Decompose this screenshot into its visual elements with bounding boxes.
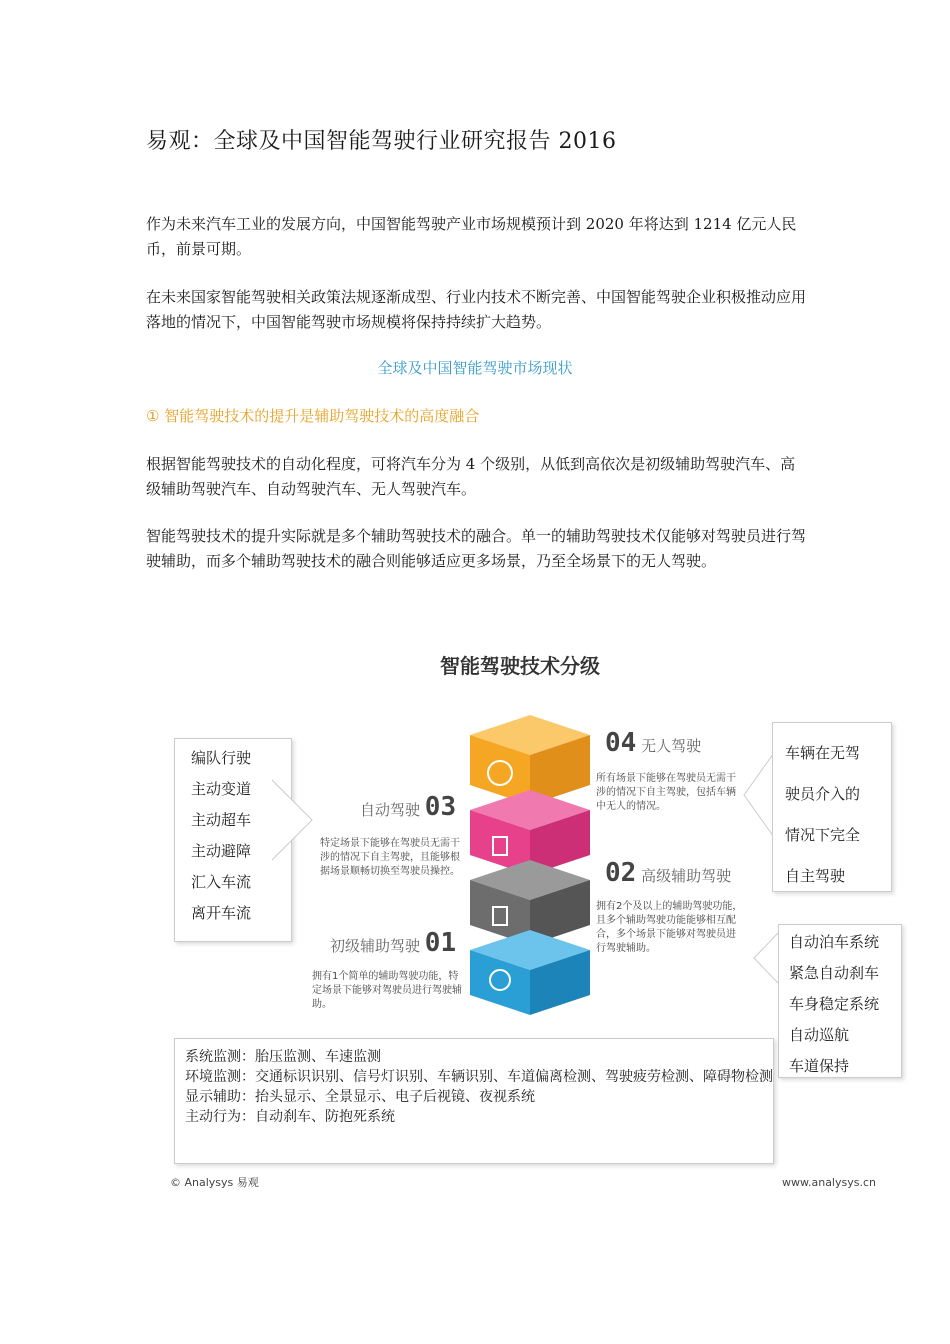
intro-paragraph: 作为未来汽车工业的发展方向，中国智能驾驶产业市场规模预计到 2020 年将达到 1214 亿元人民币，前景可期。: [146, 215, 797, 258]
function-line: 主动行为：自动刹车、防抱死系统: [185, 1109, 395, 1125]
function-line: 显示辅助：抬头显示、全景显示、电子后视镜、夜视系统: [185, 1089, 535, 1105]
autonomy-line: 情况下完全: [785, 826, 861, 844]
autonomy-line: 驶员介入的: [785, 785, 861, 803]
feature-item: 主动超车: [191, 811, 252, 829]
adas-item: 车身稳定系统: [789, 995, 880, 1013]
feature-item: 主动避障: [191, 842, 252, 860]
adas-item: 自动巡航: [789, 1026, 850, 1044]
subsection-title: ① 智能驾驶技术的提升是辅助驾驶技术的高度融合: [146, 407, 480, 425]
footer-url: www.analysys.cn: [782, 1176, 876, 1189]
adas-item: 车道保持: [789, 1057, 850, 1075]
document-title: 易观：全球及中国智能驾驶行业研究报告 2016: [146, 129, 617, 154]
feature-item: 主动变道: [191, 780, 252, 798]
level-04-heading: 04 无人驾驶: [605, 728, 702, 758]
feature-item: 离开车流: [191, 904, 252, 922]
adas-item: 自动泊车系统: [789, 933, 880, 951]
feature-item: 汇入车流: [191, 873, 252, 891]
level-01-description: 拥有1个简单的辅助驾驶功能，特定场景下能够对驾驶员进行驾驶辅助。: [312, 971, 462, 1010]
bottom-function-box: [174, 1038, 774, 1164]
feature-item: 编队行驶: [191, 749, 252, 767]
infographic-title: 智能驾驶技术分级: [440, 654, 600, 678]
function-line: 环境监测：交通标识识别、信号灯识别、车辆识别、车道偏离检测、驾驶疲劳检测、障碍物检测: [185, 1069, 773, 1085]
level-04-description: 所有场景下能够在驾驶员无需干涉的情况下自主驾驶，包括车辆中无人的情况。: [596, 773, 736, 812]
autonomy-line: 车辆在无驾: [785, 744, 861, 762]
adas-item: 紧急自动刹车: [789, 964, 880, 982]
left-box-pointer: [272, 770, 322, 870]
footer-source: © Analysys 易观: [170, 1176, 259, 1189]
level-cubes: [465, 715, 605, 1035]
fusion-paragraph: 智能驾驶技术的提升实际就是多个辅助驾驶技术的融合。单一的辅助驾驶技术仅能够对驾驶员进行驾驶辅助，而多个辅助驾驶技术的融合则能够适应更多场景，乃至全场景下的无人驾驶。: [146, 527, 807, 570]
level-03-heading: 自动驾驶 03: [360, 792, 457, 822]
level-02-description: 拥有2个及以上的辅助驾驶功能，且多个辅助驾驶功能能够相互配合，多个场景下能够对驾驶员进行驾驶辅助。: [596, 901, 743, 954]
right-top-box: [772, 722, 892, 892]
right-bottom-box: [778, 924, 902, 1078]
section-title: 全球及中国智能驾驶市场现状: [377, 359, 573, 377]
level-03-description: 特定场景下能够在驾驶员无需干涉的情况下自主驾驶，且能够根据场景顺畅切换至驾驶员操控。: [320, 838, 460, 877]
levels-paragraph: 根据智能驾驶技术的自动化程度，可将汽车分为 4 个级别，从低到高依次是初级辅助驾驶汽车、高级辅助驾驶汽车、自动驾驶汽车、无人驾驶汽车。: [146, 455, 796, 498]
right-bottom-pointer: [750, 928, 780, 988]
level-02-heading: 02 高级辅助驾驶: [605, 858, 732, 888]
policy-paragraph: 在未来国家智能驾驶相关政策法规逐渐成型、行业内技术不断完善、中国智能驾驶企业积极推动应用落地的情况下，中国智能驾驶市场规模将保持持续扩大趋势。: [146, 288, 807, 331]
level-01-heading: 初级辅助驾驶 01: [330, 928, 457, 958]
function-line: 系统监测：胎压监测、车速监测: [185, 1049, 381, 1065]
infographic: [160, 630, 910, 1200]
autonomy-line: 自主驾驶: [785, 867, 846, 885]
